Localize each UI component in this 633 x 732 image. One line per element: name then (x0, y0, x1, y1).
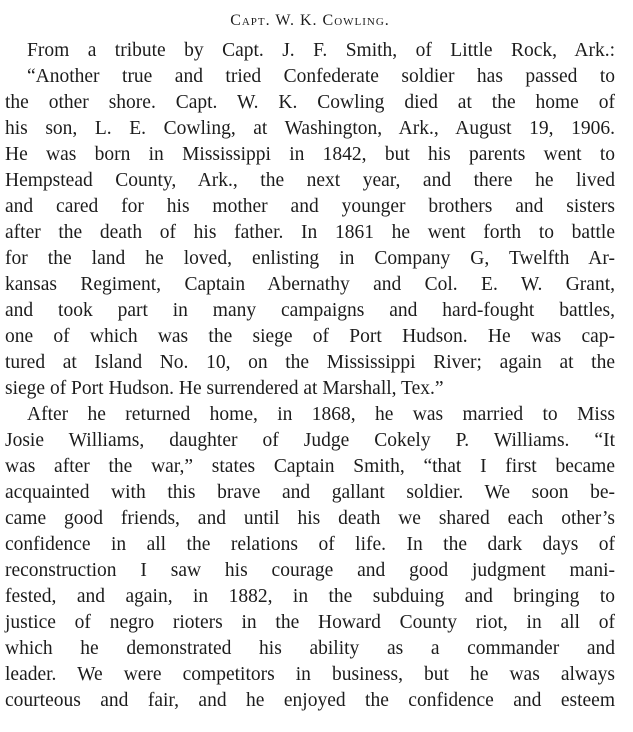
text-line: siege of Port Hudson. He surrendered at Marshall, Tex.” (5, 378, 444, 399)
text-line: confidence in all the relations of life. In the dark days of (5, 534, 615, 555)
text-line: came good friends, and until his death we shared each other’s (5, 508, 615, 529)
text-line: After he returned home, in 1868, he was married to Miss (27, 404, 615, 425)
text-line: the other shore. Capt. W. K. Cowling died at the home of (5, 92, 615, 113)
text-line: acquainted with this brave and gallant soldier. We soon be- (5, 482, 615, 503)
text-line: for the land he loved, enlisting in Company G, Twelfth Ar- (5, 248, 615, 269)
text-line: Hempstead County, Ark., the next year, and there he lived (5, 170, 615, 191)
text-line: From a tribute by Capt. J. F. Smith, of Little Rock, Ark.: (27, 40, 615, 61)
text-line: and cared for his mother and younger brothers and sisters (5, 196, 615, 217)
text-line: He was born in Mississippi in 1842, but his parents went to (5, 144, 615, 165)
text-line: Josie Williams, daughter of Judge Cokely P. Williams. “It (5, 430, 615, 451)
text-line: courteous and fair, and he enjoyed the confidence and esteem (5, 690, 615, 711)
text-line: and took part in many campaigns and hard-fought battles, (5, 300, 615, 321)
text-line: leader. We were competitors in business, but he was always (5, 664, 615, 685)
article-title: Capt. W. K. Cowling. (230, 12, 390, 29)
document-page (5, 8, 615, 714)
text-line: after the death of his father. In 1861 he went forth to battle (5, 222, 615, 243)
text-line: reconstruction I saw his courage and good judgment mani- (5, 560, 615, 581)
article-body (5, 38, 615, 714)
text-line: which he demonstrated his ability as a commander and (5, 638, 615, 659)
text-line: “Another true and tried Confederate soldier has passed to (27, 66, 615, 87)
text-line: tured at Island No. 10, on the Mississippi River; again at the (5, 352, 615, 373)
text-line: his son, L. E. Cowling, at Washington, Ark., August 19, 1906. (5, 118, 615, 139)
text-line: kansas Regiment, Captain Abernathy and Col. E. W. Grant, (5, 274, 615, 295)
text-line: fested, and again, in 1882, in the subduing and bringing to (5, 586, 615, 607)
text-line: justice of negro rioters in the Howard County riot, in all of (5, 612, 615, 633)
text-line: was after the war,” states Captain Smith, “that I first became (5, 456, 615, 477)
text-line: one of which was the siege of Port Hudson. He was cap- (5, 326, 615, 347)
